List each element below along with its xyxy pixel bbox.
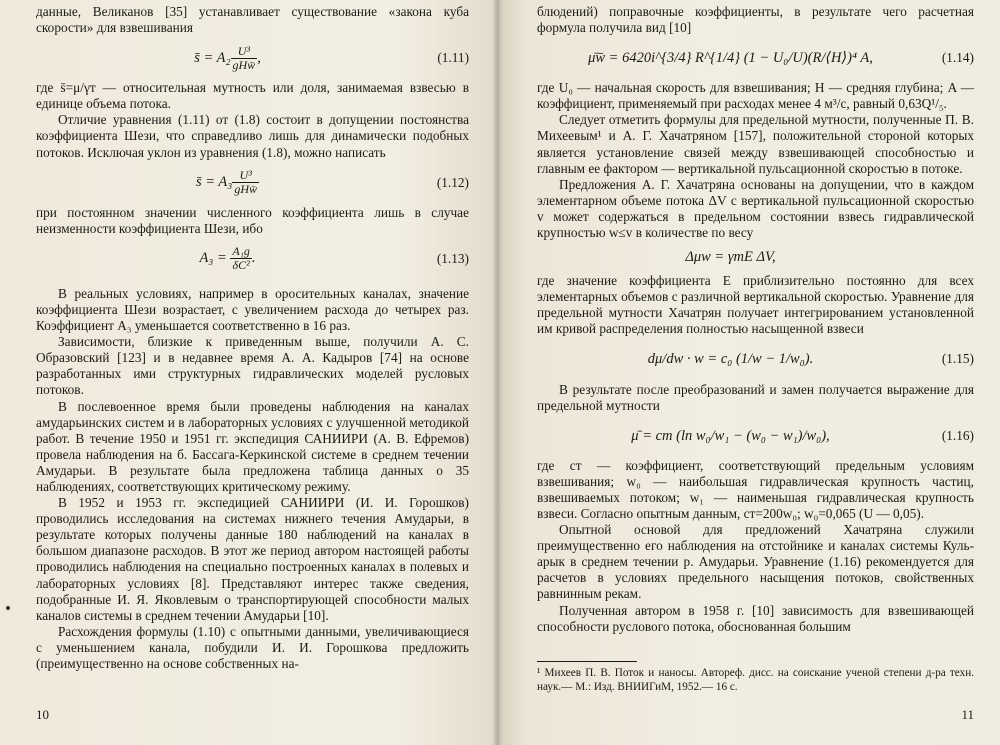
eq-body: Δμw = γтE ΔV, [685, 249, 776, 266]
paragraph: при постоянном значении численного коэффициента лишь в случае неизменности коэффициента Шези, ибо [36, 204, 469, 236]
paragraph: Опытной основой для предложений Хачатряна служили преимущественно его наблюдения на отстойнике и каналах системы Куль-арык в среднем течении р. Амударьи. Уравнение (1.16) рекомендуется для расчетов в условиях предельного насыщения потоков, свойственных равнинным рекам. [537, 522, 974, 602]
eq-numerator: U³ [231, 45, 258, 59]
eq-tail: . [251, 250, 256, 267]
page-number: 10 [36, 706, 49, 722]
eq-lhs: s̄ = A₂ [194, 49, 231, 66]
eq-denominator: gHw̄ [232, 57, 256, 72]
equation-weight [537, 244, 974, 270]
paragraph: Зависимости, близкие к приведенным выше, получили А. С. Образовский [123] и в недавнее время А. А. Кадыров [74] на основе разработанных ими структурных гидравлических моделей русловых потоков. [36, 334, 469, 398]
equation-1-13 [36, 240, 469, 278]
eq-lhs: A₃ = [199, 250, 227, 267]
eq-number: (1.11) [437, 50, 469, 66]
eq-number: (1.16) [941, 427, 974, 443]
equation-1-15 [537, 341, 974, 379]
equation-1-11 [36, 39, 469, 77]
paragraph: В реальных условиях, например в оросительных каналах, значение коэффициента Шези возрастает, с увеличением расхода до четырех раз. Коэффициент A₃ уменьшается соответственно в 16 раз. [36, 285, 469, 334]
book-gutter [492, 0, 502, 745]
page-number: 11 [961, 706, 974, 722]
eq-denominator: δC² [232, 258, 250, 273]
paragraph: где cт — коэффициент, соответствующий предельным условиям взвешивания; w₀ — наибольшая гидравлическая крупность частиц, взвешиваемых потоком; w₁ — наименьшая гидравлическая крупность взвеси. Согласно опытным данным, cт=200w₀; w₀=0,065 (U — 0,05). [537, 457, 974, 521]
paragraph: где значение коэффициента E приблизительно постоянно для всех элементарных объемов с различной вертикальной скоростью. Уравнение для предельной мутности Хачатрян получает интегрированием установленной им кривой распределения полностью насыщенной взвеси [537, 273, 974, 337]
eq-numerator: A₁g [232, 244, 250, 259]
eq-tail: , [257, 49, 261, 66]
paragraph: В 1952 и 1953 гг. экспедицией САНИИРИ (И. И. Горошков) проводились исследования на системах нижнего течения Амударьи, в результате которых получены данные 180 наблюдений на каналах в большом диапазоне расходов. В этот же период автором настоящей работы проводились наблюдения на специально построенных каналах в полевых и лабораторных условиях [8]. Представляют интерес также сведения, подобранные И. Я. Яковлевым о транспортирующей способности малых каналов системы в среднем течении Амударьи [10]. [36, 495, 469, 623]
print-speck [6, 606, 10, 610]
text-line: данные, Великанов [35] устанавливает существование «закона куба скорости» для взвешивания [36, 4, 469, 36]
footnote: ¹ Михеев П. В. Поток и наносы. Автореф. дисс. на соискание ученой степени д-ра техн. наук.— М.: Изд. ВНИИГиМ, 1952.— 16 с. [537, 666, 974, 693]
paragraph: где s̄=μ/γт — относительная мутность или доля, занимаемая взвесью в единице объема потока. [36, 80, 469, 112]
eq-lhs: s̄ = A₃ [196, 173, 233, 190]
eq-number: (1.12) [436, 174, 469, 190]
eq-body: dμ/dw · w = c₀ (1/w − 1/w₀). [647, 351, 814, 368]
paragraph: где U₀ — начальная скорость для взвешивания; H — средняя глубина; A — коэффициент, применяемый при расходах менее 4 м³/с, равный 0,63Q¹/₅. [537, 80, 974, 112]
eq-numerator: U³ [232, 169, 259, 183]
eq-body: μ̄w̄ = 6420i^{3/4} R^{1/4} (1 − U₀/U)(R/⟨H⟩)⁴ A, [588, 50, 873, 67]
paragraph: Следует отметить формулы для предельной мутности, полученные П. В. Михеевым¹ и А. Г. Хачатряном [157], положительной стороной которых является установление связей между взвешивающей способностью и главным ее фактором — вертикальной пульсационной скоростью в потоке. [537, 112, 974, 176]
paragraph: Предложения А. Г. Хачатряна основаны на допущении, что в каждом элементарном объеме потока ΔV с вертикальной пульсационной скоростью v может содержаться в предельном состоянии взвесь гидравлической крупностью w≤v в количестве по весу [537, 176, 974, 241]
equation-1-14 [537, 39, 974, 77]
footnote-rule [537, 661, 637, 662]
eq-number: (1.13) [436, 250, 469, 266]
paragraph: Полученная автором в 1958 г. [10] зависимость для взвешивающей способности руслового потока, обоснованная большим [537, 602, 974, 634]
equation-1-16 [537, 417, 974, 455]
paragraph: Отличие уравнения (1.11) от (1.8) состоит в допущении постоянства коэффициента Шези, что справедливо лишь для динамически подобных потоков. Исключая уклон из уравнения (1.8), можно написать [36, 112, 469, 160]
eq-body: μ̄ = cт (ln w₀/w₁ − (w₀ − w₁)/w₀), [631, 427, 830, 444]
paragraph: Расхождения формулы (1.10) с опытными данными, увеличивающиеся с уменьшением канала, побудили И. И. Горошкова предложить (преимущественно на основе собственных на- [36, 623, 469, 671]
right-page [497, 0, 1000, 745]
eq-denominator: gHw̄ [234, 182, 257, 197]
paragraph: В послевоенное время были проведены наблюдения на каналах амударьинских систем и в лабораторных условиях с улучшенной методикой работ. В течение 1950 и 1951 гг. экспедиция САНИИРИ (А. В. Ефремов) провела наблюдения на б. Бассага-Керкинской системе в среднем течении Амударьи. В результате была предложена таблица данных о 35 наблюдениях, соответствующих критическому режиму. [36, 398, 469, 494]
equation-1-12 [36, 164, 469, 202]
paragraph: В результате после преобразований и замен получается выражение для предельной мутности [537, 381, 974, 413]
eq-number: (1.14) [941, 50, 974, 66]
eq-number: (1.15) [941, 351, 974, 367]
left-page [0, 0, 497, 745]
text-line: блюдений) поправочные коэффициенты, в результате чего расчетная формула получила вид [10] [537, 4, 974, 36]
